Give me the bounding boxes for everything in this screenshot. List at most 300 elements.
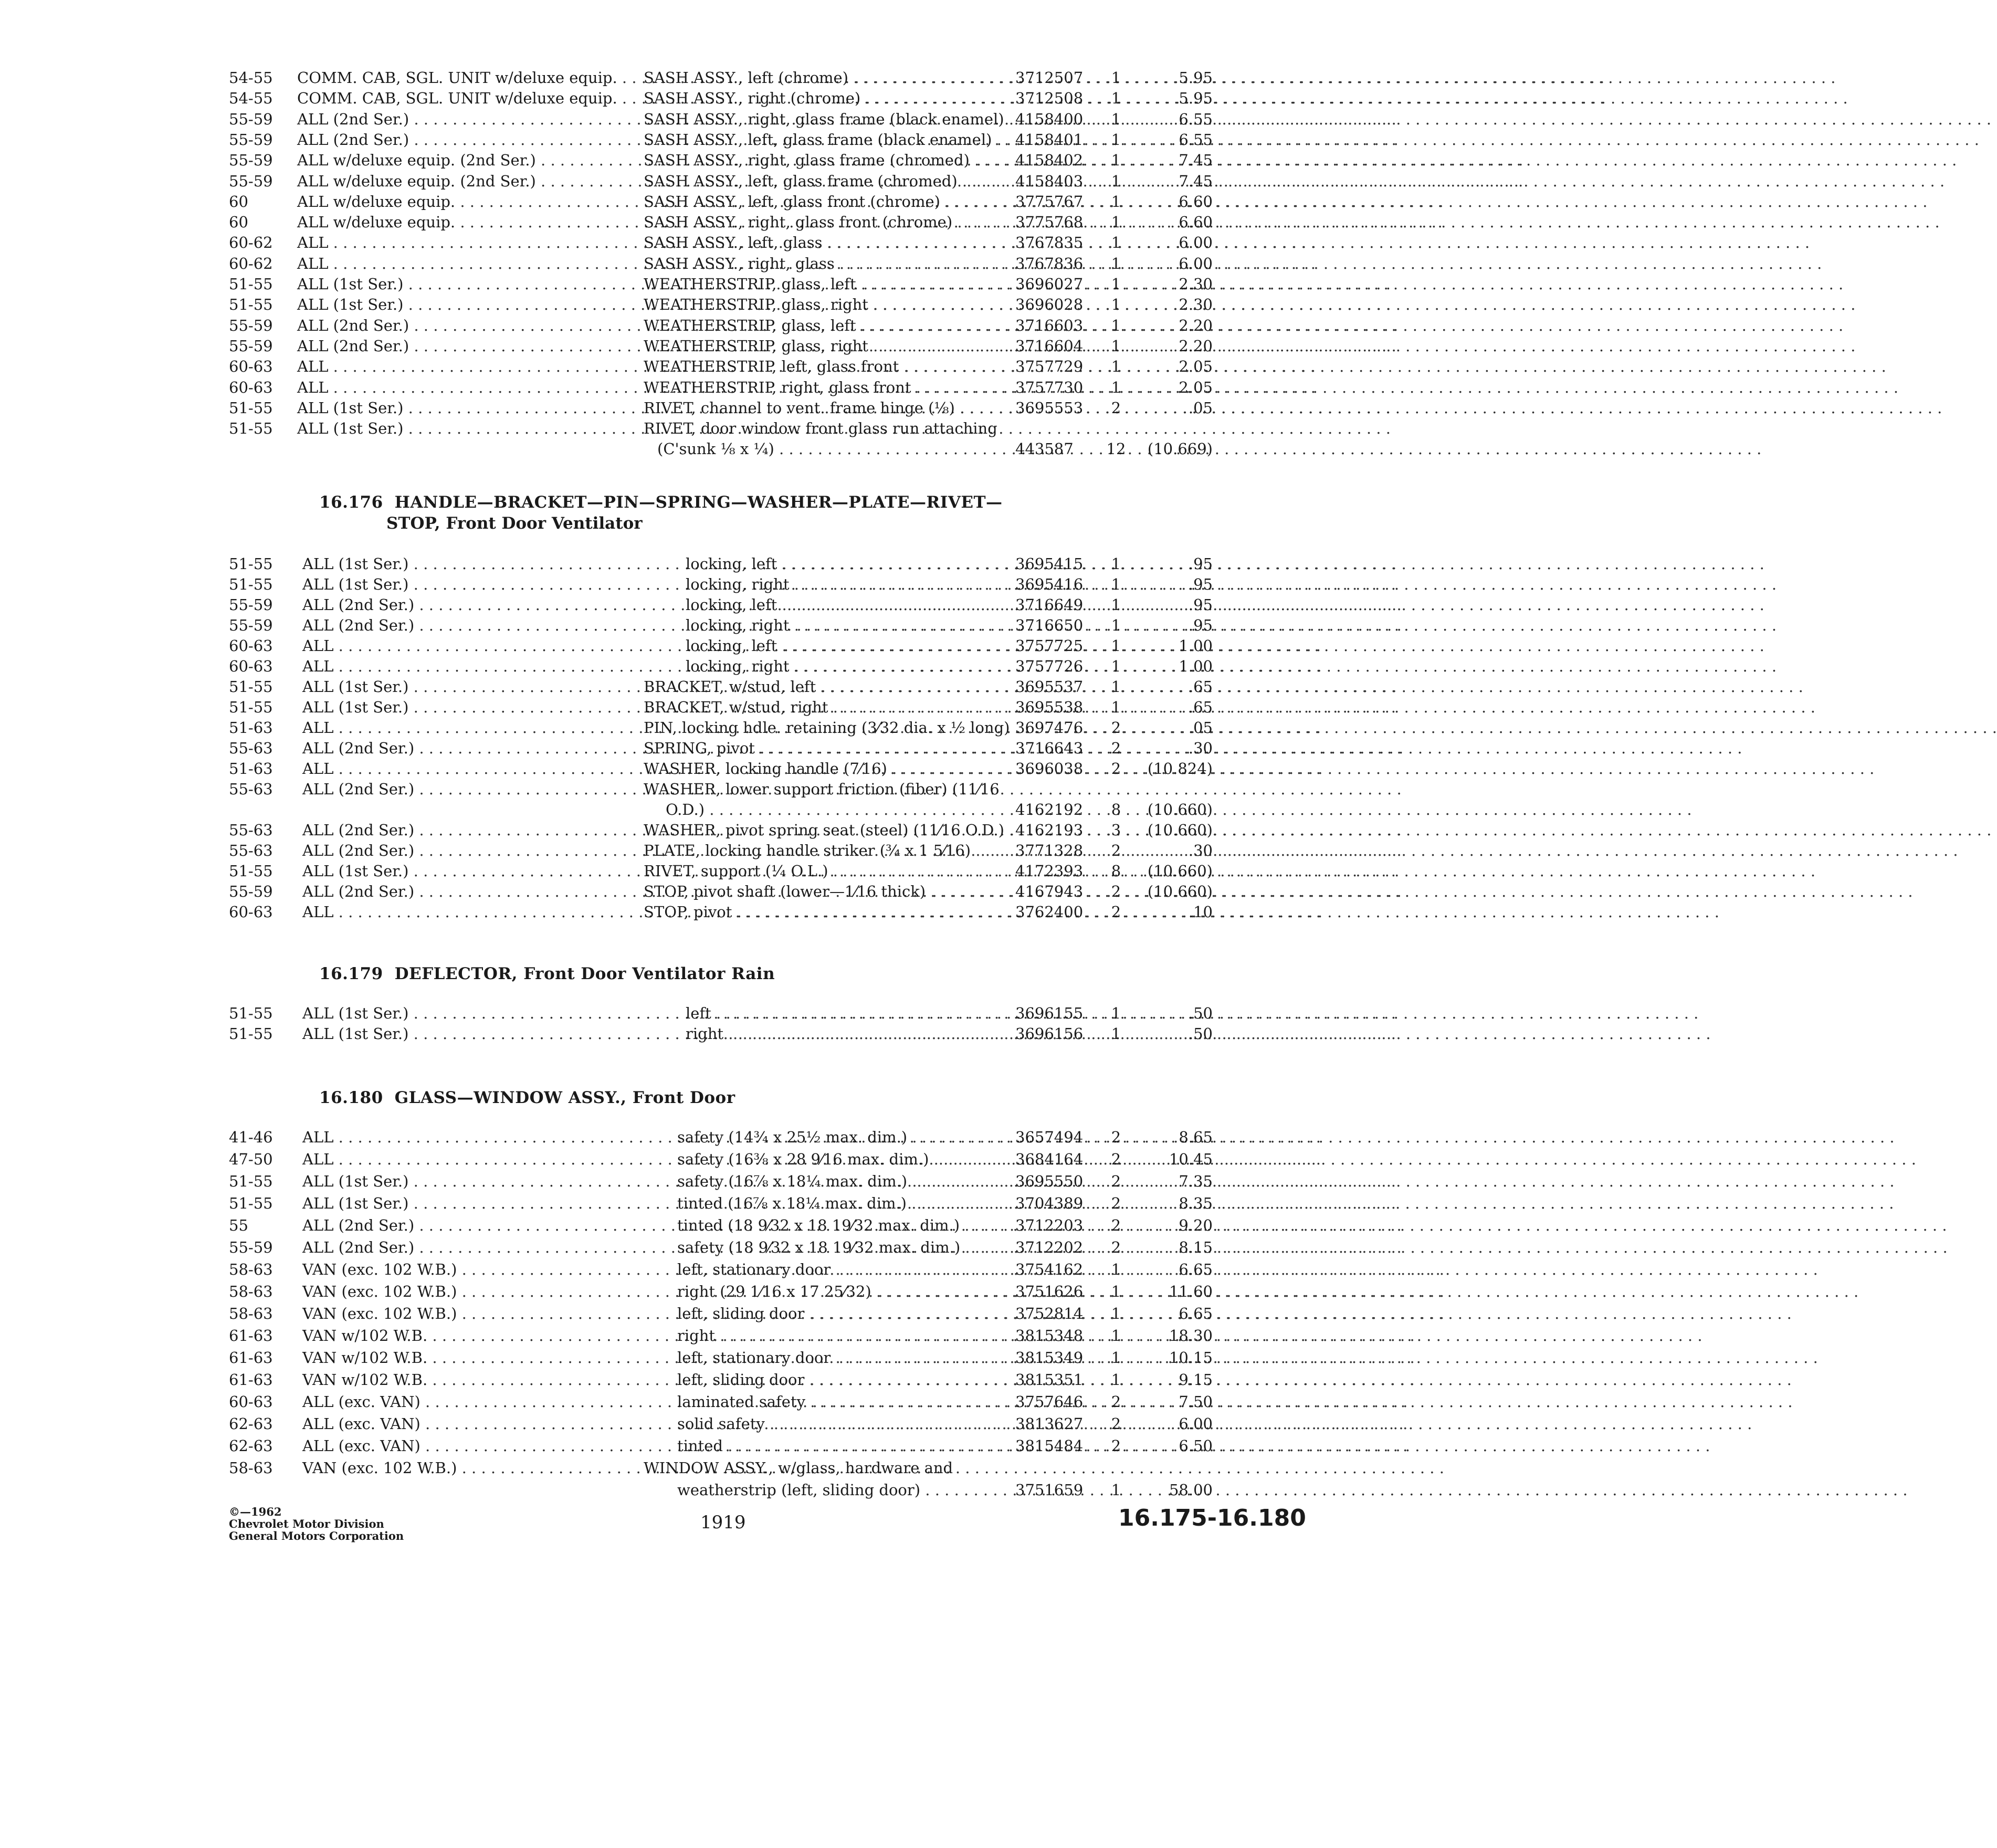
part-number: 3712507	[1015, 69, 1084, 87]
application: ALL . . .	[302, 635, 628, 656]
part-number: 4158400	[1015, 110, 1084, 128]
application: ALL . . .	[297, 232, 623, 253]
price: (10.660)	[1147, 801, 1213, 818]
quantity: 1	[1111, 316, 1121, 334]
description: PLATE, locking handle striker (¾ x 1 5⁄16) . . .	[644, 840, 964, 861]
quantity: 2	[1111, 760, 1121, 778]
model-years: 58-63	[229, 1283, 273, 1300]
quantity: 3	[1111, 821, 1121, 839]
model-years: 55-59	[229, 883, 273, 900]
model-years: 55-63	[229, 739, 273, 757]
application: ALL (2nd Ser.) . . .	[297, 129, 623, 150]
application: COMM. CAB, SGL. UNIT w/deluxe equip. . . .	[297, 88, 623, 109]
quantity: 1	[1111, 1305, 1121, 1322]
part-number: 3716604	[1015, 337, 1084, 355]
application: ALL (1st Ser.) . . .	[302, 676, 628, 697]
part-number: 3697476	[1015, 719, 1084, 737]
price: 1.00	[1179, 637, 1213, 655]
table-row	[0, 150, 1327, 171]
price: 18.30	[1169, 1327, 1213, 1345]
application: COMM. CAB, SGL. UNIT w/deluxe equip. . . .	[297, 67, 623, 88]
application: ALL w/deluxe equip. . . .	[297, 212, 623, 233]
quantity: 2	[1111, 903, 1121, 921]
price: 2.30	[1179, 296, 1213, 314]
application: VAN w/102 W.B. . . .	[302, 1325, 628, 1346]
application: ALL (1st Ser.) . . .	[297, 397, 623, 418]
part-number: 4167943	[1015, 883, 1084, 900]
part-number: 3695553	[1015, 398, 1084, 417]
quantity: 1	[1111, 110, 1121, 128]
application: ALL (1st Ser.) . . .	[302, 553, 628, 574]
quantity: 2	[1111, 1216, 1121, 1234]
quantity: 1	[1111, 378, 1121, 396]
price: 6.00	[1179, 234, 1213, 252]
model-years: 55-59	[229, 596, 273, 614]
description: WINDOW ASSY., w/glass, hardware and	[644, 1459, 953, 1477]
table-row	[0, 594, 1327, 615]
part-number: 3716643	[1015, 739, 1084, 757]
application: VAN w/102 W.B. . . .	[302, 1347, 628, 1368]
application: ALL . . .	[302, 717, 628, 738]
price: 6.60	[1179, 192, 1213, 211]
division: Chevrolet Motor Division	[229, 1517, 384, 1530]
table-row	[0, 901, 1327, 922]
description: WASHER, lower support friction (fiber) (11⁄16	[644, 780, 1000, 798]
table-row	[0, 1193, 1327, 1214]
quantity: 2	[1111, 1238, 1121, 1256]
model-years: 60-63	[229, 1393, 273, 1411]
description: safety (16⅞ x 18¼ max. dim.) . . .	[677, 1171, 997, 1192]
description: left . . .	[686, 1003, 1006, 1024]
table-row	[0, 438, 1327, 459]
part-number: 4172393	[1015, 862, 1084, 880]
section-number: 16.176	[319, 493, 383, 512]
table-row	[0, 738, 1327, 759]
description: (C'sunk ⅛ x ¼) . . .	[657, 438, 1019, 459]
section-16-179-heading	[319, 963, 775, 985]
application: VAN w/102 W.B. . . .	[302, 1369, 628, 1390]
table-row	[0, 232, 1327, 253]
part-number: 3815348	[1015, 1327, 1084, 1345]
description: locking, right . . .	[686, 615, 1006, 636]
application: ALL (2nd Ser.) . . .	[302, 738, 628, 759]
description: BRACKET, w/stud, left . . .	[644, 676, 964, 697]
description: SASH ASSY., left, glass frame (chromed) . . .	[644, 171, 1006, 192]
table-row	[0, 1149, 1327, 1170]
table-row	[0, 67, 1327, 88]
part-number: 3767835	[1015, 234, 1084, 252]
table-row	[0, 1003, 1327, 1024]
quantity: 1	[1111, 1481, 1121, 1499]
model-years: 51-55	[229, 1172, 273, 1190]
description: locking, right . . .	[686, 574, 1006, 595]
description: tinted (18 9⁄32 x 18 19⁄32 max. dim.) . . .	[677, 1215, 997, 1236]
price: 6.50	[1179, 1437, 1213, 1455]
description: SASH ASSY., right, glass frame (black enamel) . . .	[644, 109, 1006, 130]
description: locking, left . . .	[686, 635, 1006, 656]
price: (10.660)	[1147, 862, 1213, 880]
quantity: 1	[1111, 172, 1121, 190]
part-number: 4162193	[1015, 821, 1084, 839]
application: ALL (exc. VAN) . . .	[302, 1435, 628, 1456]
description: STOP, pivot shaft (lower—1⁄16 thick) . . .	[644, 881, 964, 902]
section-range: 16.175-16.180	[1118, 1505, 1306, 1531]
part-number: 3712202	[1015, 1238, 1084, 1256]
table-row	[0, 129, 1327, 150]
section-16-176-heading	[319, 491, 1003, 513]
model-years: 60-63	[229, 903, 273, 921]
part-number: 3704389	[1015, 1194, 1084, 1212]
price: .50	[1188, 1025, 1213, 1043]
description: WEATHERSTRIP, glass, left . . .	[644, 274, 1006, 295]
application: ALL (exc. VAN) . . .	[302, 1391, 628, 1412]
table-row	[0, 656, 1327, 677]
table-row	[0, 88, 1327, 109]
application: ALL (1st Ser.) . . .	[302, 1023, 628, 1044]
quantity: 1	[1111, 616, 1121, 634]
part-number: 3757730	[1015, 378, 1084, 396]
table-row	[0, 109, 1327, 130]
part-number: 3757729	[1015, 358, 1084, 376]
table-row	[0, 1303, 1327, 1324]
quantity: 1	[1111, 89, 1121, 108]
price: .30	[1188, 842, 1213, 859]
quantity: 2	[1111, 1194, 1121, 1212]
quantity: 2	[1111, 842, 1121, 859]
model-years: 60-62	[229, 254, 273, 272]
quantity: 1	[1111, 296, 1121, 314]
part-number: 3684164	[1015, 1150, 1084, 1168]
model-years: 51-55	[229, 419, 273, 438]
part-number: 3815351	[1015, 1371, 1084, 1389]
quantity: 1	[1111, 1025, 1121, 1043]
price: 8.35	[1179, 1194, 1213, 1212]
description: O.D.) . . .	[666, 799, 986, 820]
part-number: 3716649	[1015, 596, 1084, 614]
application: ALL (1st Ser.) . . .	[302, 1193, 628, 1214]
description: BRACKET, w/stud, right . . .	[644, 697, 964, 718]
application: ALL (1st Ser.) . . .	[297, 274, 623, 295]
description: right . . .	[686, 1023, 1006, 1044]
description: locking, right . . .	[686, 656, 1006, 677]
price: 2.05	[1179, 358, 1213, 376]
part-number: 3695537	[1015, 678, 1084, 696]
part-number: 3716650	[1015, 616, 1084, 634]
price: .95	[1188, 596, 1213, 614]
price: (10.669)	[1147, 440, 1213, 458]
model-years: 60	[229, 192, 248, 211]
price: 2.05	[1179, 378, 1213, 396]
description: safety (18 9⁄32 x 18 19⁄32 max. dim.) . . .	[677, 1237, 997, 1258]
description: left, stationary door . . .	[677, 1259, 997, 1280]
part-number: 3752814	[1015, 1305, 1084, 1322]
part-number: 3696038	[1015, 760, 1084, 778]
description: SASH ASSY., right, glass front (chrome) . . .	[644, 212, 1006, 233]
application: ALL . . .	[302, 901, 628, 922]
application: ALL . . .	[302, 1127, 628, 1148]
table-row	[0, 335, 1327, 356]
model-years: 58-63	[229, 1305, 273, 1322]
price: .95	[1188, 575, 1213, 593]
table-row	[0, 1391, 1327, 1412]
description: right . . .	[677, 1325, 997, 1346]
price: .05	[1188, 398, 1213, 417]
model-years: 55-59	[229, 130, 273, 149]
table-row	[0, 397, 1327, 418]
table-row	[0, 418, 1327, 439]
price: 6.55	[1179, 130, 1213, 149]
footer-publisher	[229, 1506, 404, 1542]
model-years: 55-63	[229, 842, 273, 859]
model-years: 51-55	[229, 1025, 273, 1043]
model-years: 61-63	[229, 1371, 273, 1389]
quantity: 1	[1111, 213, 1121, 232]
part-number: 3815349	[1015, 1349, 1084, 1367]
application: ALL . . .	[302, 1149, 628, 1170]
quantity: 1	[1111, 337, 1121, 355]
part-number: 3757646	[1015, 1393, 1084, 1411]
price: 2.30	[1179, 275, 1213, 293]
table-row	[0, 799, 1327, 820]
section-number: 16.179	[319, 964, 383, 983]
description: WEATHERSTRIP, glass, left . . .	[644, 315, 1006, 336]
description: WEATHERSTRIP, glass, right . . .	[644, 294, 1006, 315]
application: ALL (2nd Ser.) . . .	[302, 615, 628, 636]
description: SASH ASSY., left, glass frame (black enamel) . . .	[644, 129, 1006, 150]
table-row	[0, 274, 1327, 295]
model-years: 51-55	[229, 275, 273, 293]
part-number: 3712508	[1015, 89, 1084, 108]
section-title: DEFLECTOR, Front Door Ventilator Rain	[394, 964, 775, 983]
part-number: 3775767	[1015, 192, 1084, 211]
description: locking, left . . .	[686, 594, 1006, 615]
quantity: 1	[1111, 1261, 1121, 1278]
model-years: 55	[229, 1216, 248, 1234]
quantity: 1	[1111, 1371, 1121, 1389]
price: 6.60	[1179, 213, 1213, 232]
table-row	[0, 820, 1327, 841]
description: weatherstrip (left, sliding door) . . .	[677, 1479, 1039, 1500]
price: 5.95	[1179, 69, 1213, 87]
table-row	[0, 294, 1327, 315]
price: .95	[1188, 616, 1213, 634]
description: STOP, pivot . . .	[644, 901, 964, 922]
price: 6.55	[1179, 110, 1213, 128]
part-number: 4158401	[1015, 130, 1084, 149]
price: 9.20	[1179, 1216, 1213, 1234]
part-number: 3813627	[1015, 1415, 1084, 1433]
description: WEATHERSTRIP, left, glass front . . .	[644, 356, 1006, 377]
description: RIVET, door window front glass run attaching	[644, 419, 997, 438]
part-number: 4162192	[1015, 801, 1084, 818]
description: tinted (16⅞ x 18¼ max. dim.) . . .	[677, 1193, 997, 1214]
description: RIVET, channel to vent. frame hinge (⅛) . . .	[644, 397, 1006, 418]
quantity: 2	[1111, 739, 1121, 757]
page-number: 1919	[700, 1512, 746, 1533]
model-years: 54-55	[229, 89, 273, 108]
table-row	[0, 1259, 1327, 1280]
quantity: 12	[1106, 440, 1126, 458]
quantity: 1	[1111, 678, 1121, 696]
part-number: 3695550	[1015, 1172, 1084, 1190]
application: ALL . . .	[297, 377, 623, 398]
part-number: 3696156	[1015, 1025, 1084, 1043]
price: 8.15	[1179, 1238, 1213, 1256]
description: left, sliding door . . .	[677, 1303, 997, 1324]
section-16-176-title-line2: STOP, Front Door Ventilator	[386, 514, 643, 533]
quantity: 1	[1111, 69, 1121, 87]
price: 11.60	[1169, 1283, 1213, 1300]
model-years: 54-55	[229, 69, 273, 87]
model-years: 51-55	[229, 1194, 273, 1212]
part-number: 3754162	[1015, 1261, 1084, 1278]
quantity: 1	[1111, 130, 1121, 149]
description: SASH ASSY., left, glass front (chrome) . . .	[644, 191, 1006, 212]
quantity: 1	[1111, 254, 1121, 272]
price: 58.00	[1169, 1481, 1213, 1499]
part-number: 3815484	[1015, 1437, 1084, 1455]
model-years: 55-63	[229, 780, 273, 798]
application: ALL (1st Ser.) . . .	[302, 1171, 628, 1192]
model-years: 55-63	[229, 821, 273, 839]
price: 10.45	[1169, 1150, 1213, 1168]
price: 7.45	[1179, 172, 1213, 190]
model-years: 55-59	[229, 172, 273, 190]
table-row	[0, 758, 1327, 779]
description: WASHER, pivot spring seat (steel) (11⁄16 O.D.) . . .	[644, 820, 964, 841]
price: 6.65	[1179, 1261, 1213, 1278]
model-years: 47-50	[229, 1150, 273, 1168]
model-years: 51-55	[229, 698, 273, 716]
model-years: 51-63	[229, 760, 273, 778]
table-row	[0, 1171, 1327, 1192]
table-row	[0, 697, 1327, 718]
application: ALL (2nd Ser.) . . .	[302, 881, 628, 902]
description: SASH ASSY., right (chrome) . . .	[644, 88, 1006, 109]
model-years: 62-63	[229, 1415, 273, 1433]
application: ALL . . .	[297, 356, 623, 377]
table-row	[0, 1435, 1327, 1456]
table-row	[0, 635, 1327, 656]
table-row	[0, 717, 1327, 738]
table-row	[0, 1281, 1327, 1302]
table-row	[0, 171, 1327, 192]
table-row	[0, 1215, 1327, 1236]
price: 10.15	[1169, 1349, 1213, 1367]
model-years: 51-55	[229, 678, 273, 696]
price: .05	[1188, 719, 1213, 737]
quantity: 1	[1111, 358, 1121, 376]
part-number: 3696028	[1015, 296, 1084, 314]
description: SASH ASSY., right, glass frame (chromed) . . .	[644, 150, 1006, 171]
price: 5.95	[1179, 89, 1213, 108]
table-row	[0, 1325, 1327, 1346]
price: .10	[1188, 903, 1213, 921]
quantity: 1	[1111, 192, 1121, 211]
description: PIN, locking hdle. retaining (3⁄32 dia. x ½ long) . . .	[644, 717, 964, 738]
part-number: 3696027	[1015, 275, 1084, 293]
table-row	[0, 1127, 1327, 1148]
section-16-180-heading	[319, 1087, 735, 1109]
price: 2.20	[1179, 316, 1213, 334]
table-row	[0, 1457, 1327, 1478]
description: SPRING, pivot . . .	[644, 738, 964, 759]
application: ALL (1st Ser.) . . .	[297, 418, 623, 439]
part-number: 3762400	[1015, 903, 1084, 921]
description: WEATHERSTRIP, right, glass front . . .	[644, 377, 1006, 398]
model-years: 60	[229, 213, 248, 232]
description: left, stationary door . . .	[677, 1347, 997, 1368]
application: ALL (2nd Ser.) . . .	[302, 1215, 628, 1236]
price: .65	[1188, 698, 1213, 716]
quantity: 1	[1111, 575, 1121, 593]
application: ALL (1st Ser.) . . .	[302, 1003, 628, 1024]
description: safety (16⅜ x 28 9⁄16 max. dim.) . . .	[677, 1149, 997, 1170]
application: ALL (1st Ser.) . . .	[302, 574, 628, 595]
application: VAN (exc. 102 W.B.) . . .	[302, 1303, 628, 1324]
model-years: 58-63	[229, 1261, 273, 1278]
table-row	[0, 676, 1327, 697]
quantity: 8	[1111, 862, 1121, 880]
table-row	[0, 212, 1327, 233]
price: 6.00	[1179, 254, 1213, 272]
price: .65	[1188, 678, 1213, 696]
table-row	[0, 860, 1327, 881]
application: ALL . . .	[302, 656, 628, 677]
part-number: 3771328	[1015, 842, 1084, 859]
section-number: 16.180	[319, 1088, 383, 1107]
part-number: 4158402	[1015, 151, 1084, 170]
description: WEATHERSTRIP, glass, right . . .	[644, 335, 1006, 356]
model-years: 55-59	[229, 1238, 273, 1256]
application: VAN (exc. 102 W.B.) . . .	[302, 1259, 628, 1280]
quantity: 1	[1111, 698, 1121, 716]
table-row	[0, 377, 1327, 398]
price: 7.35	[1179, 1172, 1213, 1190]
model-years: 51-63	[229, 719, 273, 737]
quantity: 2	[1111, 1415, 1121, 1433]
table-row	[0, 356, 1327, 377]
model-years: 60-63	[229, 657, 273, 675]
application: ALL w/deluxe equip. . . .	[297, 191, 623, 212]
model-years: 51-55	[229, 555, 273, 573]
model-years: 61-63	[229, 1349, 273, 1367]
quantity: 1	[1111, 151, 1121, 170]
model-years: 60-62	[229, 234, 273, 252]
model-years: 51-55	[229, 862, 273, 880]
part-number: 443587	[1015, 440, 1074, 458]
model-years: 55-59	[229, 151, 273, 170]
application: ALL (2nd Ser.) . . .	[297, 315, 623, 336]
price: .30	[1188, 739, 1213, 757]
quantity: 1	[1111, 637, 1121, 655]
quantity: 2	[1111, 719, 1121, 737]
quantity: 1	[1111, 1004, 1121, 1022]
price: 2.20	[1179, 337, 1213, 355]
part-number: 3695416	[1015, 575, 1084, 593]
price: 6.65	[1179, 1305, 1213, 1322]
price: .95	[1188, 555, 1213, 573]
quantity: 2	[1111, 398, 1121, 417]
description: laminated safety . . .	[677, 1391, 997, 1412]
part-number: 3775768	[1015, 213, 1084, 232]
application: ALL w/deluxe equip. (2nd Ser.) . . .	[297, 171, 623, 192]
table-row	[0, 779, 1327, 800]
table-row	[0, 1413, 1327, 1434]
quantity: 2	[1111, 1150, 1121, 1168]
table-row	[0, 840, 1327, 861]
model-years: 60-63	[229, 378, 273, 396]
